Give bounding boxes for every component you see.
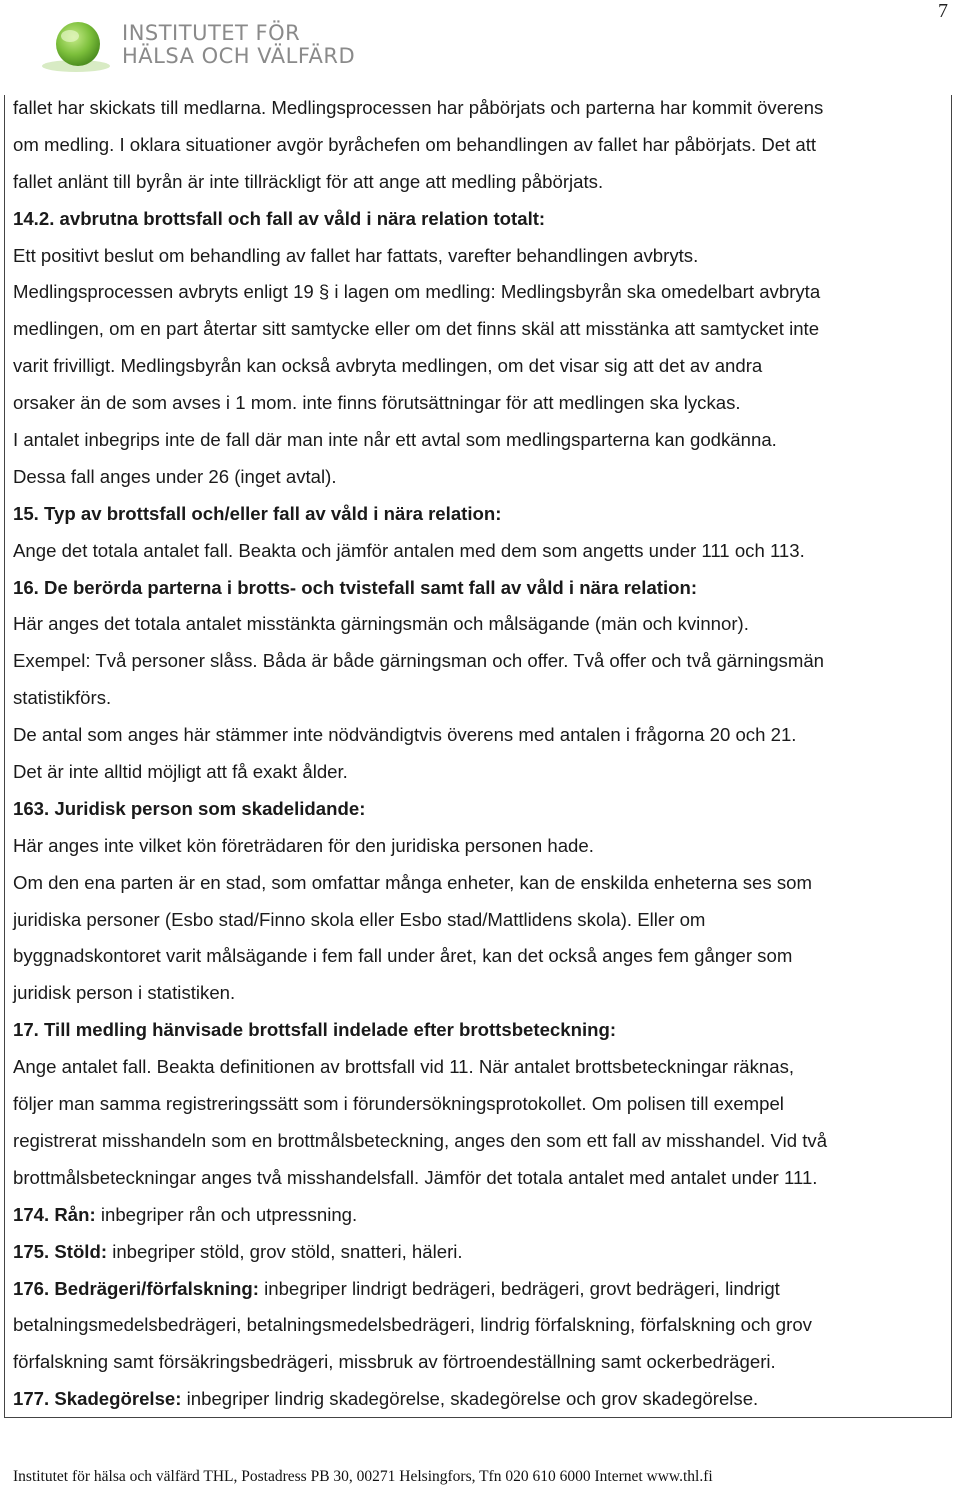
page-footer: Institutet för hälsa och välfärd THL, Postadress PB 30, 00271 Helsingfors, Tfn 020 610 6000 Internet www.thl.fi — [13, 1468, 713, 1485]
term-definition: inbegriper lindrig skadegörelse, skadegörelse och grov skadegörelse. — [181, 1388, 759, 1410]
definition-line — [13, 1381, 953, 1418]
section-heading: 15. Typ av brottsfall och/eller fall av våld i nära relation: — [13, 502, 502, 524]
text-line: Här anges det totala antalet misstänkta gärningsmän och målsägande (män och kvinnor). — [13, 613, 749, 635]
logo-line-1: INSTITUTET FÖR — [122, 21, 301, 45]
logo-text — [122, 22, 355, 68]
term-label: 176. Bedrägeri/förfalskning: — [13, 1277, 259, 1299]
text-line: Det är inte alltid möjligt att få exakt ålder. — [13, 761, 348, 783]
text-line: brottmålsbeteckningar anges två misshandelsfall. Jämför det totala antalet med antalet under 111. — [13, 1166, 818, 1188]
text-line: Här anges inte vilket kön företrädaren för den juridiska personen hade. — [13, 834, 594, 856]
text-line: Ange det totala antalet fall. Beakta och jämför antalen med dem som angetts under 111 och 113. — [13, 539, 805, 561]
term-definition: inbegriper lindrigt bedrägeri, bedrägeri, grovt bedrägeri, lindrigt — [258, 1277, 780, 1299]
text-line: byggnadskontoret varit målsägande i fem fall under året, kan det också anges fem gånger som — [13, 945, 793, 967]
text-line: Dessa fall anges under 26 (inget avtal). — [13, 465, 337, 487]
section-heading: 17. Till medling hänvisade brottsfall indelade efter brottsbeteckning: — [13, 1019, 617, 1041]
text-line: Medlingsprocessen avbryts enligt 19 § i lagen om medling: Medlingsbyrån ska omedelbart avbryta — [13, 281, 821, 303]
document-body — [13, 90, 953, 1418]
section-heading: 163. Juridisk person som skadelidande: — [13, 797, 366, 819]
term-label: 175. Stöld: — [13, 1240, 108, 1262]
text-line: fallet har skickats till medlarna. Medlingsprocessen har påbörjats och parterna har kommit överens — [13, 97, 824, 118]
thl-logo-mark — [36, 16, 116, 80]
text-line: I antalet inbegrips inte de fall där man inte når ett avtal som medlingsparterna kan godkänna. — [13, 429, 777, 451]
text-line: De antal som anges här stämmer inte nödvändigtvis överens med antalen i frågorna 20 och 21. — [13, 724, 797, 746]
text-line: juridiska personer (Esbo stad/Finno skola eller Esbo stad/Mattlidens skola). Eller om — [13, 908, 706, 930]
text-line: förfalskning samt försäkringsbedrägeri, missbruk av förtroendeställning samt ockerbedrägeri. — [13, 1351, 776, 1373]
thl-logo — [36, 16, 356, 80]
text-line: Ett positivt beslut om behandling av fallet har fattats, varefter behandlingen avbryts. — [13, 244, 699, 266]
text-line: registrerat misshandeln som en brottmålsbeteckning, anges den som ett fall av misshandel. Vid två — [13, 1129, 828, 1151]
text-line: följer man samma registreringssätt som i förundersökningsprotokollet. Om polisen till exempel — [13, 1093, 784, 1115]
text-line: orsaker än de som avses i 1 mom. inte finns förutsättningar för att medlingen ska lyckas. — [13, 392, 741, 414]
text-line: statistikförs. — [13, 687, 112, 709]
section-heading: 16. De berörda parterna i brotts- och tvistefall samt fall av våld i nära relation: — [13, 576, 698, 598]
term-definition: inbegriper stöld, grov stöld, snatteri, häleri. — [107, 1240, 463, 1262]
term-label: 177. Skadegörelse: — [13, 1388, 182, 1410]
section-heading: 14.2. avbrutna brottsfall och fall av våld i nära relation totalt: — [13, 207, 546, 229]
text-line: Exempel: Två personer slåss. Båda är både gärningsman och offer. Två offer och två gärningsmän — [13, 650, 825, 672]
text-line: varit frivilligt. Medlingsbyrån kan också avbryta medlingen, om det visar sig att det av andra — [13, 355, 763, 377]
text-line: betalningsmedelsbedrägeri, betalningsmedelsbedrägeri, lindrig förfalskning, förfalskning och grov — [13, 1314, 812, 1336]
text-line: Ange antalet fall. Beakta definitionen av brottsfall vid 11. När antalet brottsbeteckningar räknas, — [13, 1056, 795, 1078]
term-label: 174. Rån: — [13, 1203, 96, 1225]
text-line: fallet anlänt till byrån är inte tillräckligt för att ange att medling påbörjats. — [13, 170, 604, 192]
text-line: medlingen, om en part återtar sitt samtycke eller om det finns skäl att misstänka att samtycket inte — [13, 318, 820, 340]
definition-line — [13, 1271, 953, 1308]
definition-line — [13, 1234, 953, 1271]
text-line: om medling. I oklara situationer avgör byråchefen om behandlingen av fallet har påbörjats. Det att — [13, 133, 817, 155]
page-number: 7 — [938, 0, 948, 22]
text-line: juridisk person i statistiken. — [13, 982, 236, 1004]
logo-line-2: HÄLSA OCH VÄLFÄRD — [122, 44, 356, 68]
definition-line — [13, 1197, 953, 1234]
text-line: Om den ena parten är en stad, som omfattar många enheter, kan de enskilda enheterna ses som — [13, 871, 812, 893]
term-definition: inbegriper rån och utpressning. — [95, 1203, 358, 1225]
